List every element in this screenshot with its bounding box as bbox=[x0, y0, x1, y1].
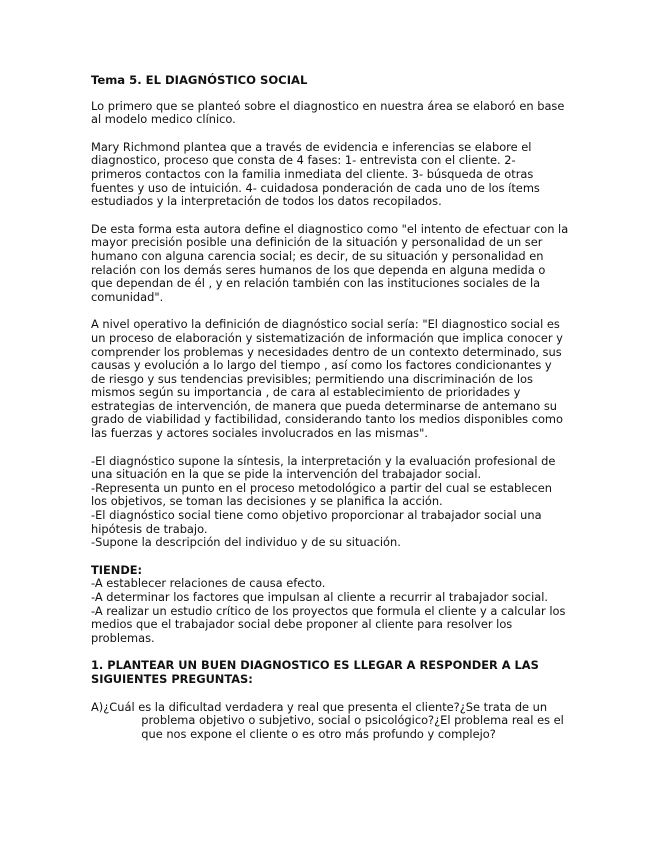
tiende-heading: TIENDE: bbox=[91, 562, 143, 577]
list-item: -A establecer relaciones de causa efecto. bbox=[91, 576, 326, 591]
list-item: -El diagnóstico supone la síntesis, la interpretación y la evaluación profesional de una situación en la que se pide la intervención del trabajador social. bbox=[91, 453, 556, 482]
paragraph-operative: A nivel operativo la definición de diagnóstico social sería: "El diagnostico social es un proceso de elaboración y sistematización de información que implica conocer y comprender los problemas y necesidades dentro de un contexto determinado, sus causas y evolución a lo largo del tiempo , así como los factores condicionantes y de riesgo y sus tendencias previsibles; permitiendo una discriminación de los mismos según su importancia , de cara al establecimiento de prioridades y estrategias de intervención, de manera que pueda determinarse de antemano su grado de viabilidad y factibilidad, considerando tanto los medios disponibles como las fuerzas y actores sociales involucrados en las mismas". bbox=[91, 317, 563, 441]
list-item: -A determinar los factores que impulsan al cliente a recurrir al trabajador social. bbox=[91, 590, 548, 604]
list-item: -Supone la descripción del individuo y de su situación. bbox=[91, 535, 401, 550]
question-text bbox=[103, 701, 569, 742]
paragraph-definition: De esta forma esta autora define el diagnostico como "el intento de efectuar con la mayor precisión posible una definición de la situación y personalidad de un ser humano con alguna carencia social; es decir, de su situación y personalidad en relación con los demás seres humanos de los que dependa en alguna medida o que dependan de él , y en relación también con las instituciones sociales de la comunidad". bbox=[91, 221, 569, 304]
question-continuation: problema objetivo o subjetivo, social o psicológico?¿El problema real es el que nos expone el cliente o es otro más profundo y complejo? bbox=[141, 713, 564, 741]
question-label: A) bbox=[91, 699, 104, 714]
document-title: Tema 5. EL DIAGNÓSTICO SOCIAL bbox=[91, 73, 308, 87]
section-heading: 1. PLANTEAR UN BUEN DIAGNOSTICO ES LLEGAR A RESPONDER A LAS SIGUIENTES PREGUNTAS: bbox=[91, 658, 539, 686]
paragraph-richmond: Mary Richmond plantea que a través de evidencia e inferencias se elabore el diagnostico, proceso que consta de 4 fases: 1- entrevista con el cliente. 2- primeros contactos con la familia inmediata del cliente. 3- búsqueda de otras fuentes y uso de intuición. 4- cuidadosa ponderación de cada uno de los ítems estudiados y la interpretación de todos los datos recopilados. bbox=[91, 139, 540, 209]
question-first-line: ¿Cuál es la dificultad verdadera y real que presenta el cliente?¿Se trata de un bbox=[103, 699, 548, 714]
question-a bbox=[91, 701, 569, 742]
list-item: -Representa un punto en el proceso metodológico a partir del cual se establecen los objetivos, se toman las decisiones y se planifica la acción. bbox=[91, 480, 552, 509]
list-item: -El diagnóstico social tiene como objetivo proporcionar al trabajador social una hipótesis de trabajo. bbox=[91, 508, 542, 536]
paragraph-intro: Lo primero que se planteó sobre el diagnostico en nuestra área se elaboró en base al modelo medico clínico. bbox=[91, 98, 565, 127]
diagnosis-points bbox=[91, 455, 569, 550]
tiende-section bbox=[91, 564, 569, 646]
document-page bbox=[91, 74, 569, 741]
list-item: -A realizar un estudio crítico de los proyectos que formula el cliente y a calcular los medios que el trabajador social debe proponer al cliente para resolver los problemas. bbox=[91, 603, 566, 645]
